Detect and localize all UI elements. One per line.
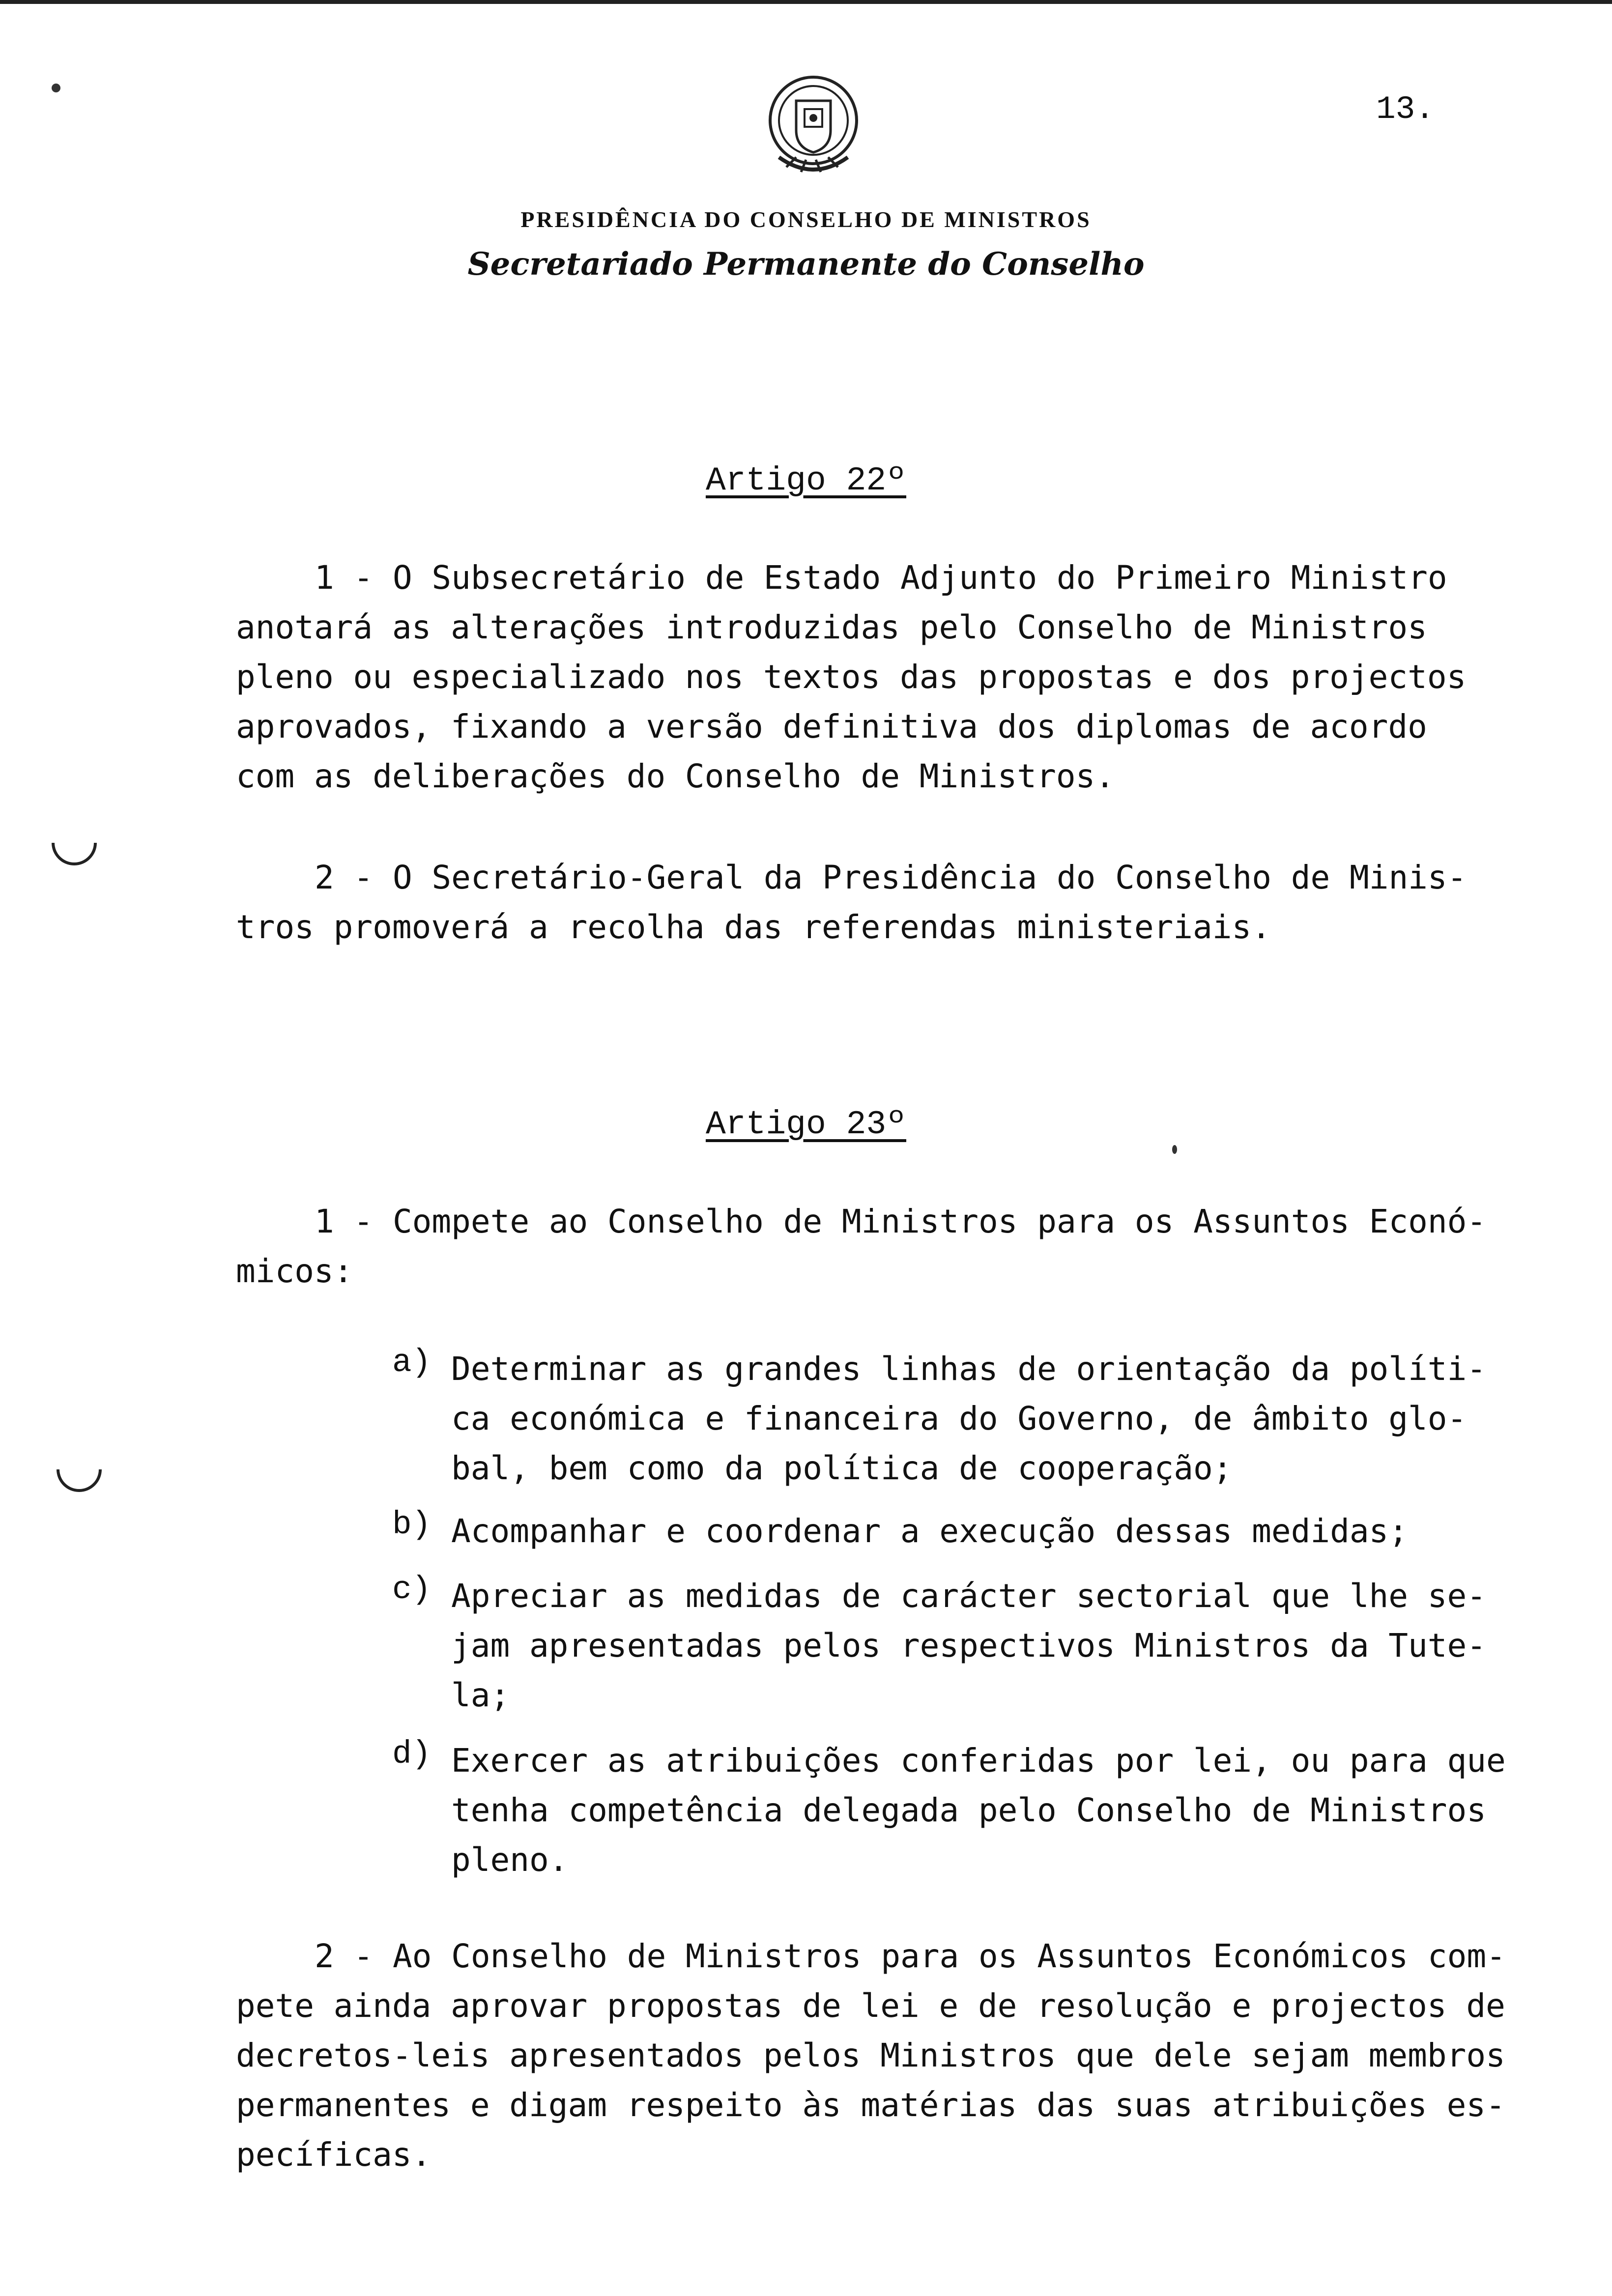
text-line: 2 - Ao Conselho de Ministros para os Assuntos Económicos com- — [315, 1937, 1506, 1975]
article-heading-text: Artigo 23º — [705, 1106, 907, 1144]
scan-speck — [52, 84, 60, 92]
binding-hole-mark — [52, 843, 97, 865]
text-line: tros promoverá a recolha das referendas ministeriais. — [236, 908, 1271, 946]
list-item-label: d) — [392, 1736, 432, 1773]
top-border-line — [0, 0, 1612, 4]
scan-speck — [1172, 1145, 1177, 1154]
text-line: ca económica e financeira do Governo, de âmbito glo- — [451, 1400, 1467, 1437]
list-item-label: c) — [392, 1571, 432, 1608]
list-item-text — [451, 1736, 1506, 1885]
department-name: Secretariado Permanente do Conselho — [467, 246, 1145, 283]
text-line: Determinar as grandes linhas de orientação da políti- — [451, 1350, 1486, 1388]
binding-hole-mark — [57, 1469, 102, 1492]
text-line: Apreciar as medidas de carácter sectorial que lhe se- — [451, 1577, 1486, 1615]
article-heading — [0, 1106, 1612, 1144]
text-line: bal, bem como da política de cooperação; — [451, 1449, 1233, 1487]
text-line: com as deliberações do Conselho de Ministros. — [236, 757, 1115, 795]
text-line: micos: — [236, 1252, 353, 1290]
text-line: decretos-leis apresentados pelos Ministros que dele sejam membros — [236, 2037, 1505, 2074]
article-paragraph — [236, 553, 1466, 801]
text-line: la; — [451, 1676, 510, 1714]
text-line: pete ainda aprovar propostas de lei e de resolução e projectos de — [236, 1987, 1505, 2025]
list-item-label: b) — [392, 1506, 432, 1543]
text-line: tenha competência delegada pelo Conselho de Ministros — [451, 1791, 1486, 1829]
list-item-text — [451, 1344, 1486, 1493]
article-heading-text: Artigo 22º — [705, 462, 907, 500]
text-line: 2 - O Secretário-Geral da Presidência do Conselho de Minis- — [315, 859, 1467, 896]
article-paragraph — [236, 1931, 1506, 2180]
coat-of-arms-seal — [759, 74, 867, 187]
text-line: pecíficas. — [236, 2136, 432, 2174]
article-paragraph — [236, 853, 1467, 952]
list-item-text — [451, 1506, 1408, 1556]
text-line: 1 - Compete ao Conselho de Ministros para os Assuntos Econó- — [315, 1203, 1487, 1240]
text-line: pleno ou especializado nos textos das propostas e dos projectos — [236, 658, 1467, 696]
list-item-label: a) — [392, 1344, 432, 1381]
article-intro — [236, 1197, 1486, 1296]
text-line: anotará as alterações introduzidas pelo Conselho de Ministros — [236, 608, 1427, 646]
text-line: 1 - O Subsecretário de Estado Adjunto do Primeiro Ministro — [315, 559, 1447, 597]
page-number: 13. — [1376, 91, 1435, 128]
list-item-text — [451, 1571, 1486, 1720]
article-heading — [0, 462, 1612, 500]
text-line: jam apresentadas pelos respectivos Ministros da Tute- — [451, 1627, 1486, 1665]
text-line: Exercer as atribuições conferidas por lei, ou para que — [451, 1742, 1506, 1779]
text-line: aprovados, fixando a versão definitiva dos diplomas de acordo — [236, 708, 1427, 746]
text-line: permanentes e digam respeito às matérias das suas atribuições es- — [236, 2086, 1505, 2124]
organization-name: PRESIDÊNCIA DO CONSELHO DE MINISTROS — [520, 207, 1092, 232]
text-line: pleno. — [451, 1841, 569, 1879]
text-line: Acompanhar e coordenar a execução dessas medidas; — [451, 1512, 1409, 1550]
